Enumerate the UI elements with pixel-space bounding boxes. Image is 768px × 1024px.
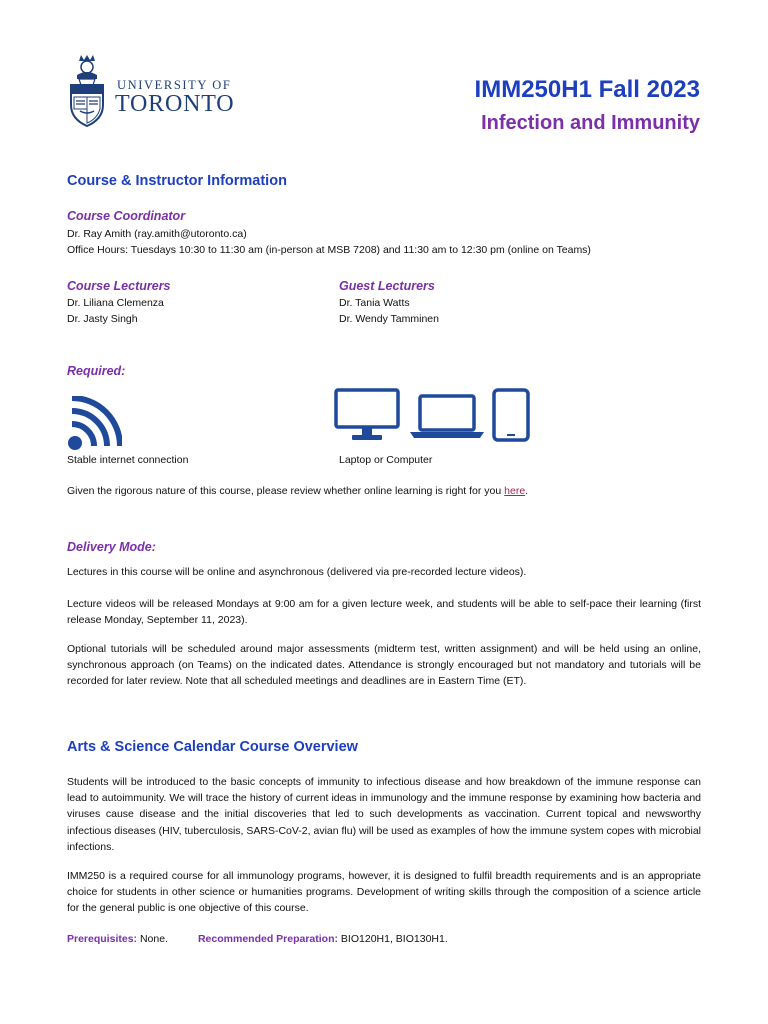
course-code: IMM250H1 Fall 2023: [474, 76, 700, 103]
course-title: Infection and Immunity: [481, 112, 700, 134]
guest-lecturer-name: Dr. Tania Watts: [339, 297, 410, 309]
prerequisites-label: Prerequisites:: [67, 933, 138, 945]
delivery-mode-heading: Delivery Mode:: [67, 540, 156, 554]
prerequisites-value: None.: [137, 933, 168, 945]
delivery-paragraph: Lectures in this course will be online and asynchronous (delivered via pre-recorded lecture videos).: [67, 566, 527, 578]
tablet-icon: [492, 388, 530, 442]
delivery-paragraph: Lecture videos will be released Mondays at 9:00 am for a given lecture week, and students will be able to self-pace their learning (first release Monday, September 11, 2023).: [67, 598, 701, 627]
prerequisites-line: [67, 933, 448, 945]
online-learning-review-text: [67, 483, 528, 499]
recommended-preparation-value: BIO120H1, BIO130H1.: [338, 933, 448, 945]
device-requirement-label: Laptop or Computer: [339, 454, 433, 466]
required-heading: Required:: [67, 364, 126, 378]
instructor-section-heading: Course & Instructor Information: [67, 173, 287, 189]
guest-lecturer-name: Dr. Wendy Tamminen: [339, 313, 439, 325]
university-crest-icon: [67, 55, 107, 127]
review-text-end: .: [525, 485, 529, 497]
coordinator-heading: Course Coordinator: [67, 209, 186, 223]
overview-paragraph: IMM250 is a required course for all immunology programs, however, it is designed to fulfil breadth requirements and is an appropriate choice for students in other science or humanities programs. Development of writing skills through the composition of a science article for the general public is one objective of this course.: [67, 870, 701, 915]
coordinator-name: Dr. Ray Amith (ray.amith@utoronto.ca): [67, 228, 247, 240]
internet-requirement-label: Stable internet connection: [67, 454, 189, 466]
overview-paragraph: Students will be introduced to the basic concepts of immunity to infectious disease and how breakdown of the immune response can lead to autoimmunity. We will trace the history of current ideas in immunology and the immune response by examining how bacteria and viruses cause disease and the initial discoveries that led to such developments as vaccination. Current topical and newsworthy infectious diseases (HIV, tuberculosis, SARS-CoV-2, avian flu) will be used as examples of how the immune system copes with microbial infections.: [67, 776, 701, 853]
wifi-icon: [66, 396, 122, 452]
laptop-icon: [408, 394, 486, 440]
monitor-icon: [334, 388, 400, 442]
guests-heading: Guest Lecturers: [339, 279, 435, 293]
logo-toronto-text: TORONTO: [115, 91, 235, 117]
delivery-paragraph: Optional tutorials will be scheduled around major assessments (midterm test, written assignment) and will be held using an online, synchronous approach (on Teams) on the indicated dates. Attendance is strongly encouraged but not mandatory and tutorials will be recorded for later review. Note that all scheduled meetings and deadlines are in Eastern Time (ET).: [67, 643, 701, 688]
overview-heading: Arts & Science Calendar Course Overview: [67, 739, 358, 755]
lecturers-heading: Course Lecturers: [67, 279, 171, 293]
lecturer-name: Dr. Liliana Clemenza: [67, 297, 164, 309]
recommended-preparation-label: Recommended Preparation:: [197, 933, 339, 945]
coordinator-office-hours: Office Hours: Tuesdays 10:30 to 11:30 am (in-person at MSB 7208) and 11:30 am to 12:30 pm (online on Teams): [67, 244, 591, 256]
review-text: Given the rigorous nature of this course, please review whether online learning is right for you: [67, 485, 505, 497]
lecturer-name: Dr. Jasty Singh: [67, 313, 138, 325]
university-logo: [67, 55, 262, 127]
review-link[interactable]: here: [504, 485, 526, 497]
logo-university-text: UNIVERSITY OF: [117, 78, 232, 92]
